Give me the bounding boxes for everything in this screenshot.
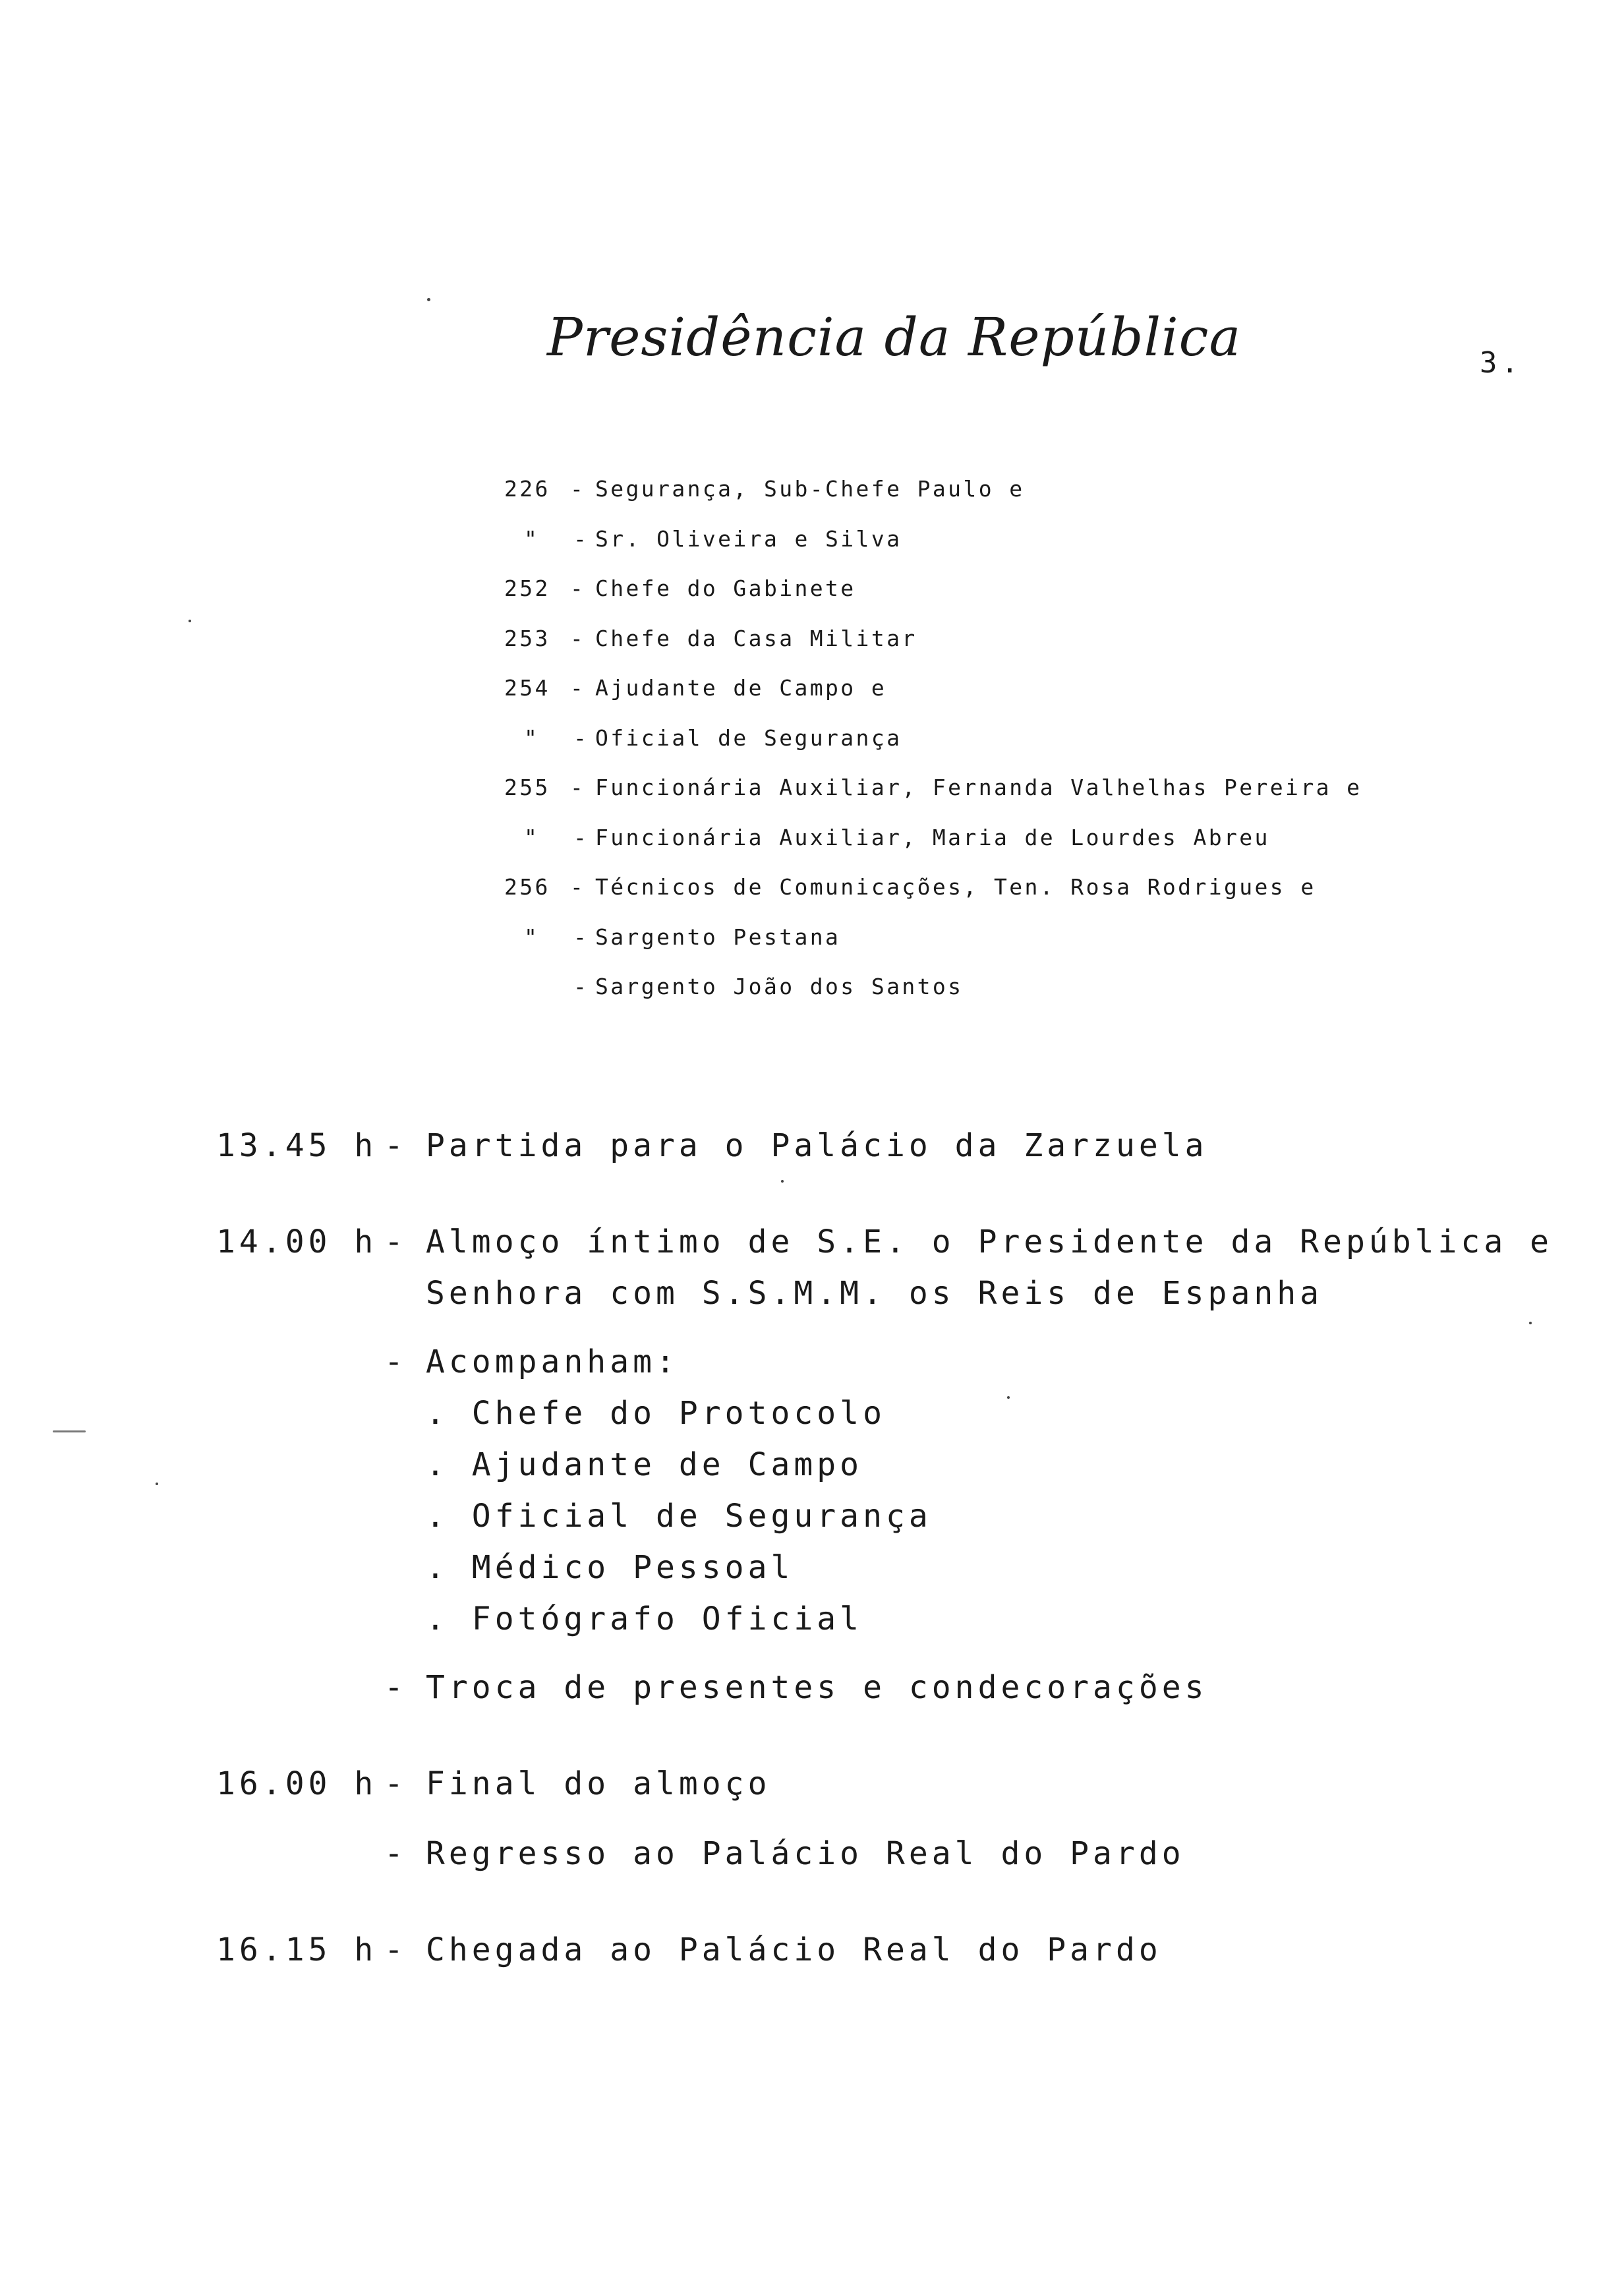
room-occupant: Funcionária Auxiliar, Fernanda Valhelhas Pereira e bbox=[595, 775, 1362, 800]
scan-speck bbox=[53, 1430, 86, 1432]
schedule-time: 16.15 h bbox=[216, 1931, 378, 1968]
schedule-continuation bbox=[216, 1275, 1534, 1326]
room-row: 254 - Ajudante de Campo e bbox=[504, 675, 887, 701]
room-occupant: Chefe do Gabinete bbox=[595, 575, 856, 601]
schedule-entry: 13.45 h - Partida para o Palácio da Zarzuela bbox=[216, 1127, 1208, 1164]
room-row: " - Sargento Pestana bbox=[524, 924, 841, 950]
room-list bbox=[504, 476, 1427, 1024]
room-number: 253 bbox=[504, 625, 550, 651]
room-row: " - Funcionária Auxiliar, Maria de Lourdes Abreu bbox=[524, 824, 1270, 850]
schedule-time: 14.00 h bbox=[216, 1223, 378, 1260]
room-row: " - Sr. Oliveira e Silva bbox=[524, 525, 902, 552]
room-occupant: Oficial de Segurança bbox=[595, 724, 902, 751]
room-number-ditto: " bbox=[524, 824, 540, 850]
room-occupant: Chefe da Casa Militar bbox=[595, 625, 917, 651]
accompany-heading: - Acompanham: bbox=[384, 1343, 679, 1380]
room-number-ditto: " bbox=[524, 525, 540, 552]
schedule-text: Troca de presentes e condecorações bbox=[426, 1669, 1208, 1706]
room-row: 226 - Segurança, Sub-Chefe Paulo e bbox=[504, 476, 1025, 502]
schedule-subitem: - Troca de presentes e condecorações bbox=[384, 1669, 1208, 1706]
room-occupant: Ajudante de Campo e bbox=[595, 675, 887, 701]
room-row: - Sargento João dos Santos bbox=[573, 974, 964, 999]
room-row: 252 - Chefe do Gabinete bbox=[504, 575, 856, 601]
accompany-item: . Oficial de Segurança bbox=[426, 1498, 932, 1535]
accompany-item: . Ajudante de Campo bbox=[426, 1446, 863, 1483]
schedule bbox=[216, 1127, 1553, 1983]
schedule-subitem: - Regresso ao Palácio Real do Pardo bbox=[384, 1835, 1185, 1872]
room-number-ditto: " bbox=[524, 924, 540, 950]
room-occupant: Sargento Pestana bbox=[595, 924, 841, 950]
schedule-text: Chegada ao Palácio Real do Pardo bbox=[426, 1931, 1162, 1968]
room-number: 256 bbox=[504, 874, 550, 900]
room-occupant: Segurança, Sub-Chefe Paulo e bbox=[595, 476, 1025, 502]
accompany-item: . Chefe do Protocolo bbox=[426, 1395, 886, 1432]
scan-speck bbox=[188, 620, 191, 622]
scan-speck bbox=[427, 298, 430, 301]
room-row: 253 - Chefe da Casa Militar bbox=[504, 625, 917, 651]
room-occupant: Técnicos de Comunicações, Ten. Rosa Rodrigues e bbox=[595, 874, 1316, 900]
schedule-text: Almoço íntimo de S.E. o Presidente da República e bbox=[426, 1223, 1553, 1260]
room-occupant: Sargento João dos Santos bbox=[595, 974, 964, 999]
room-occupant: Sr. Oliveira e Silva bbox=[595, 525, 902, 552]
schedule-text: Senhora com S.S.M.M. os Reis de Espanha bbox=[426, 1275, 1323, 1312]
schedule-entry: 16.00 h - Final do almoço bbox=[216, 1765, 771, 1802]
accompany-item: . Médico Pessoal bbox=[426, 1549, 794, 1586]
schedule-text: Final do almoço bbox=[426, 1765, 771, 1802]
schedule-entry: 14.00 h - Almoço íntimo de S.E. o Presidente da República e bbox=[216, 1223, 1553, 1260]
room-occupant: Funcionária Auxiliar, Maria de Lourdes Abreu bbox=[595, 824, 1270, 850]
schedule-time: 13.45 h bbox=[216, 1127, 378, 1164]
room-number: 252 bbox=[504, 575, 550, 601]
scan-speck bbox=[1007, 1396, 1010, 1399]
room-row: 256 - Técnicos de Comunicações, Ten. Rosa Rodrigues e bbox=[504, 874, 1316, 900]
page-number: 3. bbox=[1480, 346, 1522, 380]
schedule-time: 16.00 h bbox=[216, 1765, 378, 1802]
schedule-text: Partida para o Palácio da Zarzuela bbox=[426, 1127, 1208, 1164]
scan-speck bbox=[1529, 1322, 1532, 1324]
room-row: 255 - Funcionária Auxiliar, Fernanda Valhelhas Pereira e bbox=[504, 775, 1362, 800]
room-number: 255 bbox=[504, 775, 550, 800]
room-number-ditto: " bbox=[524, 724, 540, 751]
scan-speck bbox=[156, 1483, 158, 1485]
schedule-text: Regresso ao Palácio Real do Pardo bbox=[426, 1835, 1185, 1872]
room-number: 226 bbox=[504, 476, 550, 502]
schedule-entry: 16.15 h - Chegada ao Palácio Real do Pardo bbox=[216, 1931, 1162, 1968]
room-number: 254 bbox=[504, 675, 550, 701]
scan-speck bbox=[781, 1180, 784, 1183]
letterhead-title: Presidência da República bbox=[547, 307, 1242, 368]
accompany-label: Acompanham: bbox=[426, 1343, 679, 1380]
accompany-item: . Fotógrafo Oficial bbox=[426, 1601, 863, 1637]
room-row: " - Oficial de Segurança bbox=[524, 724, 902, 751]
